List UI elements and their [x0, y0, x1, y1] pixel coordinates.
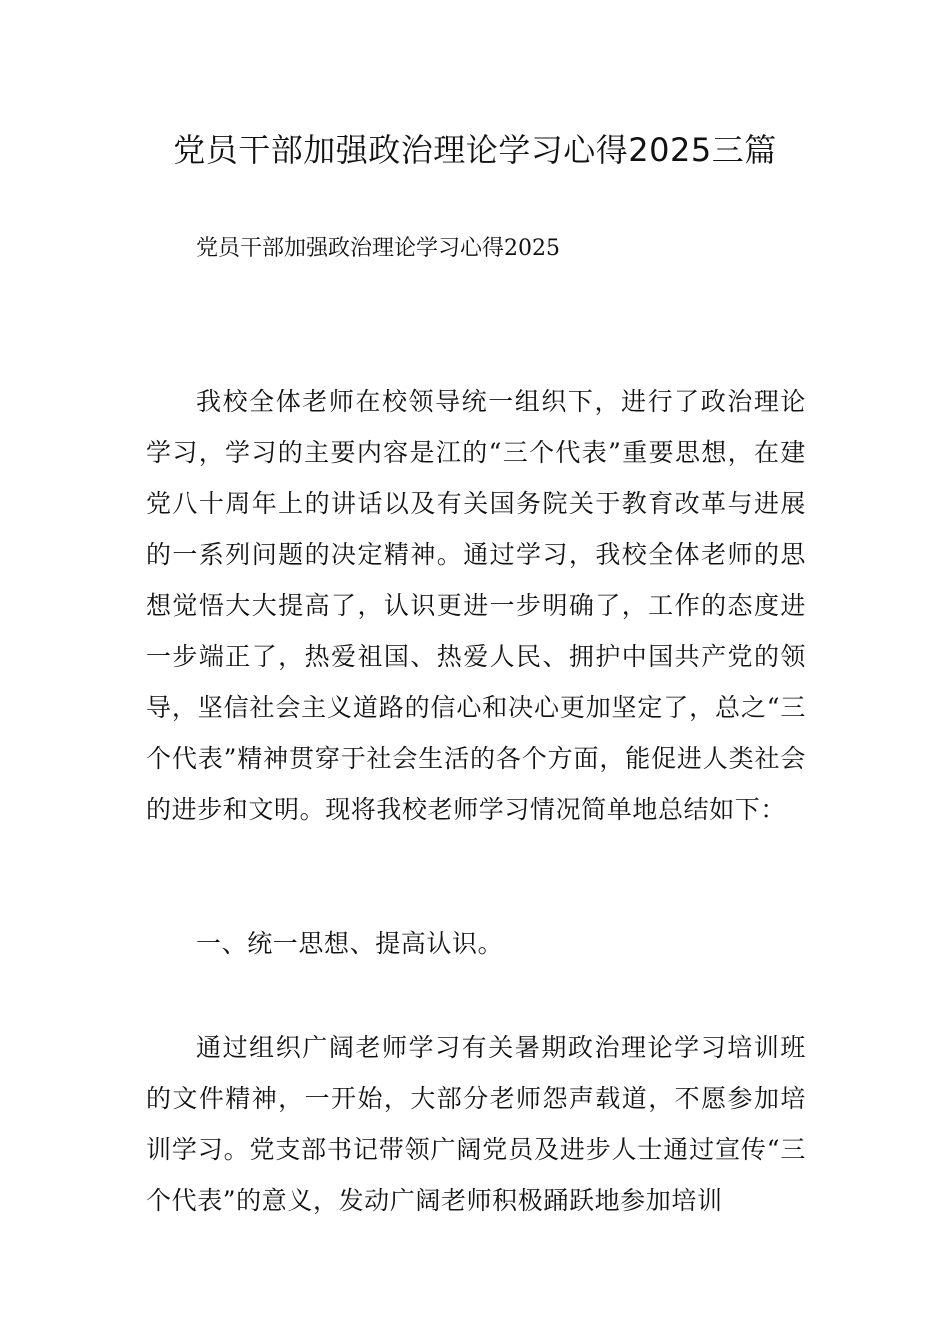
- section-heading-1: 一、统一思想、提高认识。: [196, 929, 504, 958]
- document-subtitle: 党员干部加强政治理论学习心得2025: [196, 236, 560, 261]
- body-paragraph-1: 我校全体老师在校领导统一组织下，进行了政治理论学习，学习的主要内容是江的“三个代表”重要思想，在建党八十周年上的讲话以及有关国务院关于教育改革与进展的一系列问题的决定精神。通过学习，我校全体老师的思想觉悟大大提高了，认识更进一步明确了，工作的态度进一步端正了，热爱祖国、热爱人民、拥护中国共产党的领导，坚信社会主义道路的信心和决心更加坚定了，总之“三个代表”精神贯穿于社会生活的各个方面，能促进人类社会的进步和文明。现将我校老师学习情况简单地总结如下：: [146, 387, 806, 824]
- document-title: 党员干部加强政治理论学习心得2025三篇: [173, 131, 777, 169]
- body-paragraph-2: 通过组织广阔老师学习有关暑期政治理论学习培训班的文件精神，一开始，大部分老师怨声载道，不愿参加培训学习。党支部书记带领广阔党员及进步人士通过宣传“三个代表”的意义，发动广阔老师积极踊跃地参加培训: [146, 1033, 806, 1215]
